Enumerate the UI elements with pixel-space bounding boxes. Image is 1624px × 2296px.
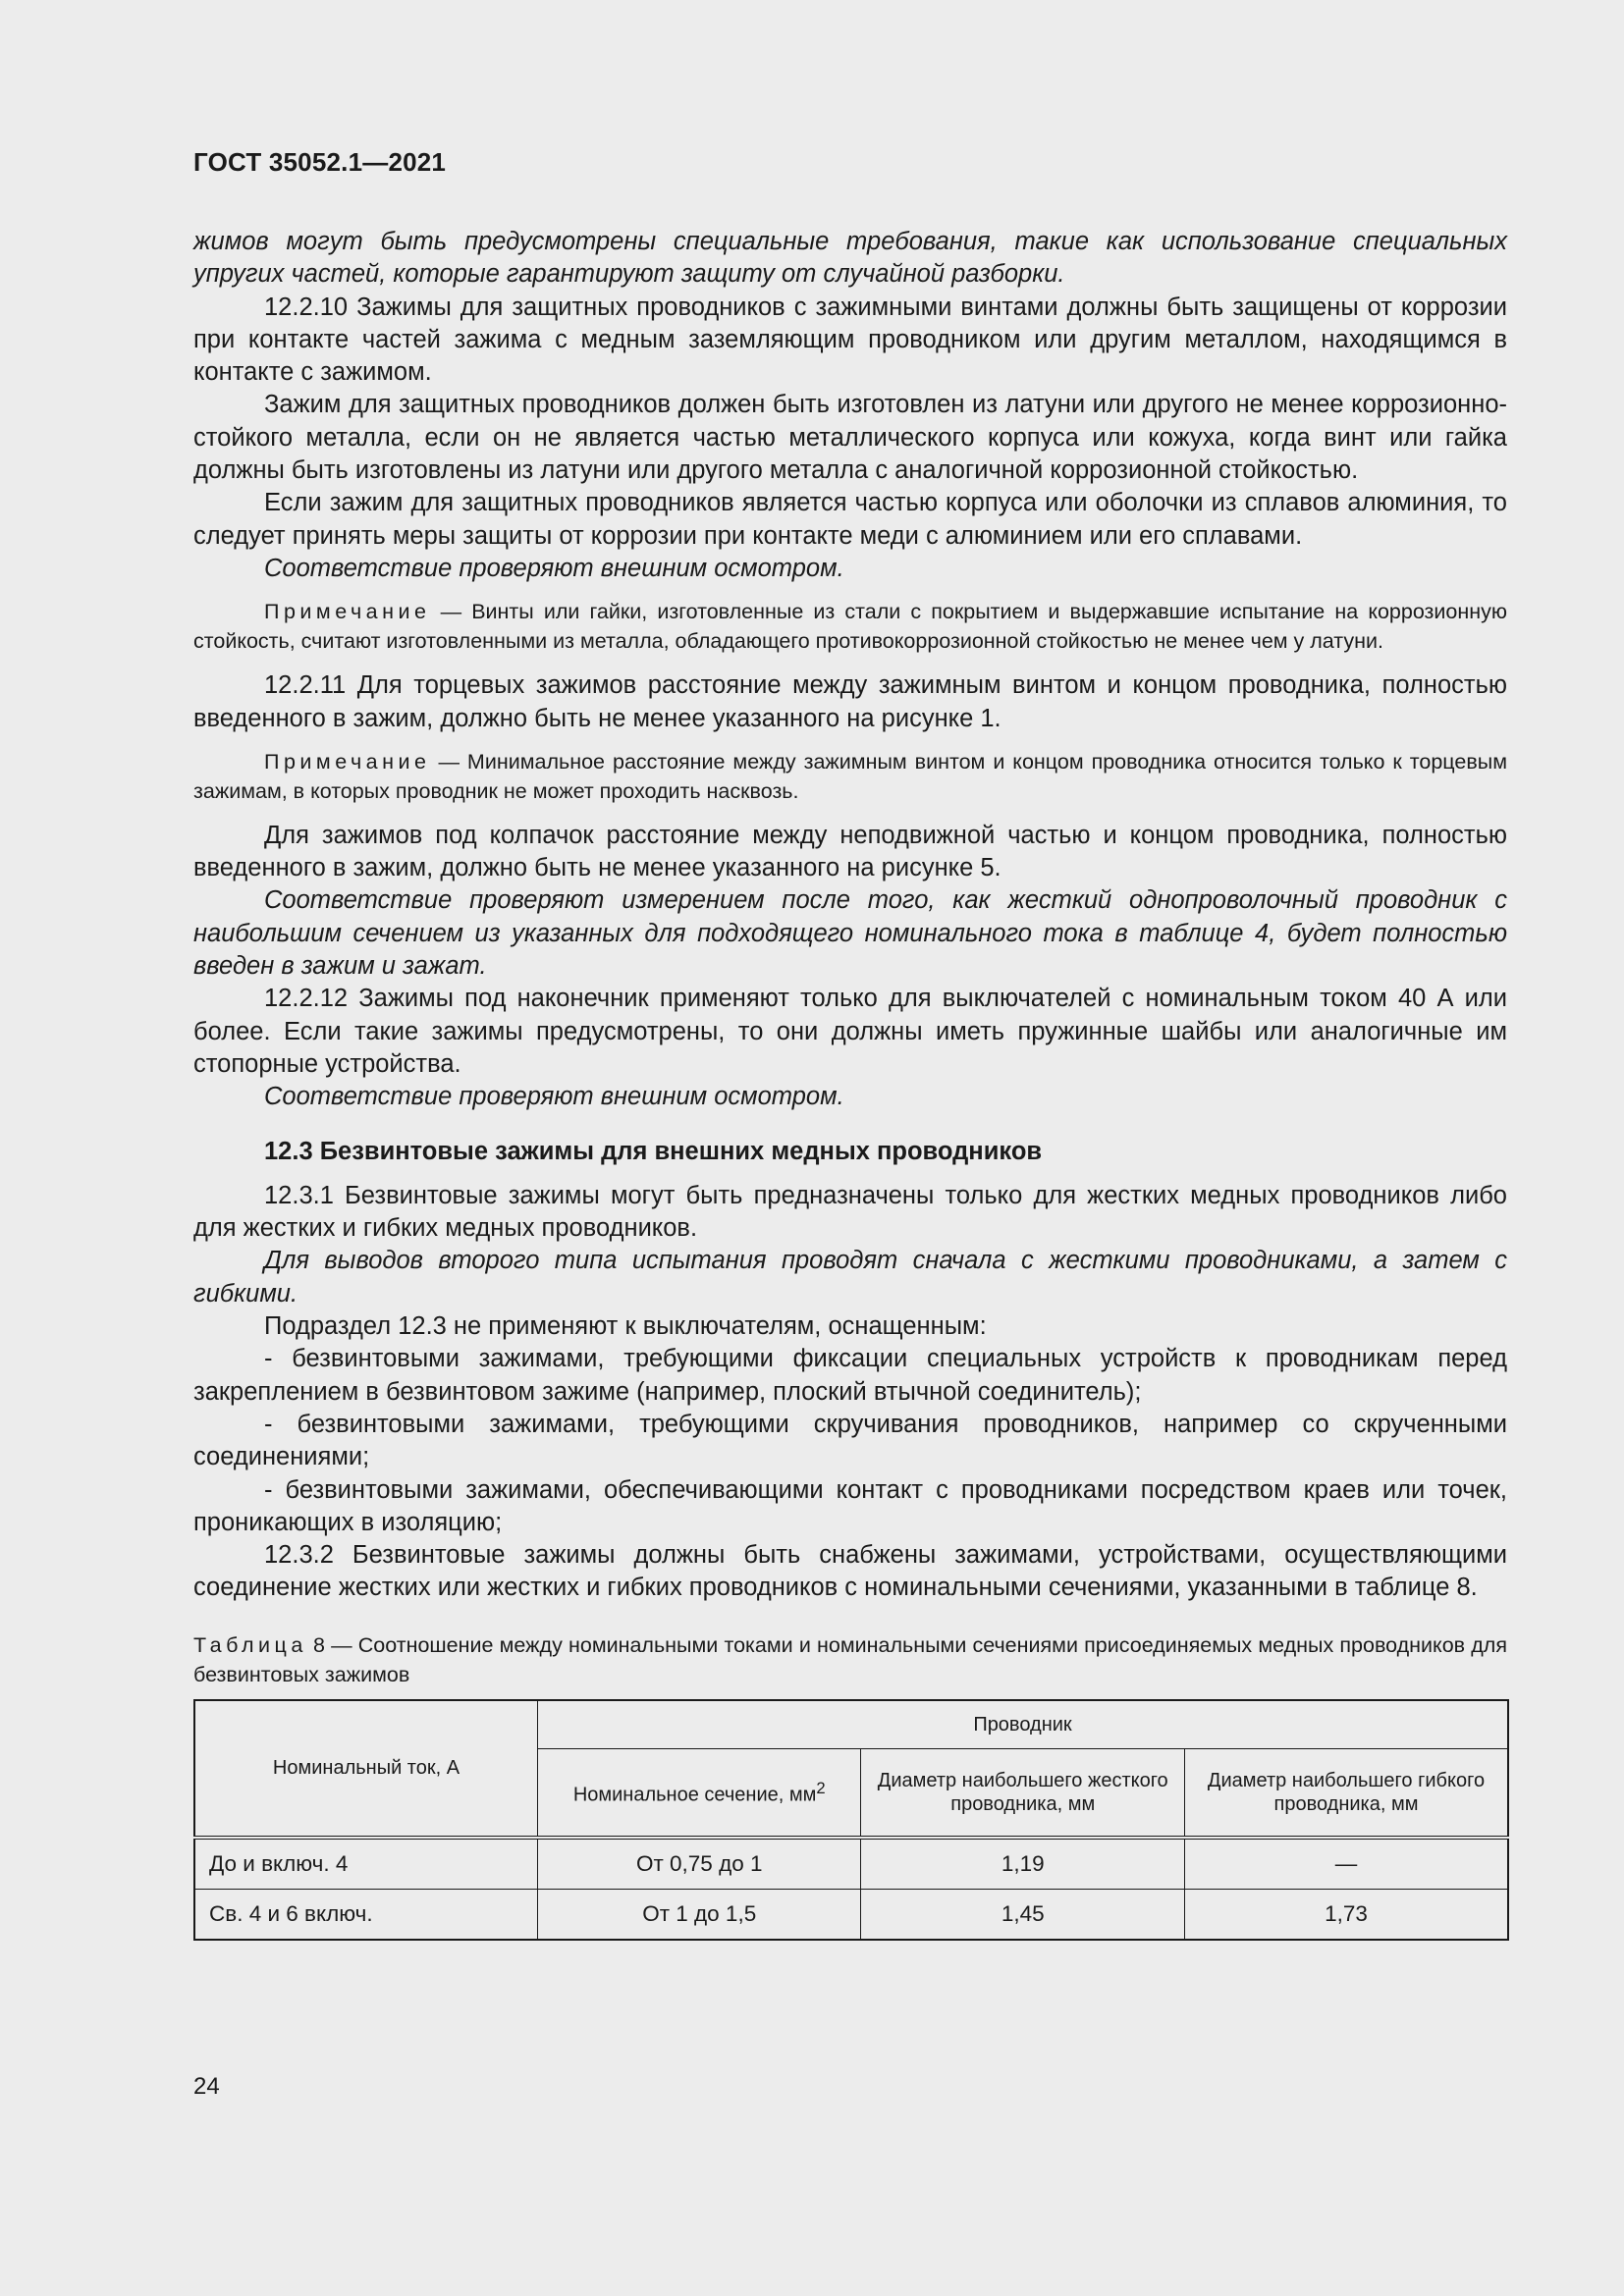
table-8 xyxy=(193,1699,1509,1941)
header-flexible-diameter: Диаметр наибольшего гибкого проводника, мм xyxy=(1184,1748,1508,1838)
cell-current: Св. 4 и 6 включ. xyxy=(194,1889,537,1940)
document-code-header: ГОСТ 35052.1—2021 xyxy=(193,147,447,177)
header-nominal-current: Номинальный ток, А xyxy=(194,1700,537,1838)
paragraph-12-2-12: 12.2.12 Зажимы под наконечник применяют только для выключателей с номинальным током 40 А или более. Если такие зажимы предусмотрены, то они должны иметь пружинные шайбы или аналогичные им стопорные устройства. xyxy=(193,985,1507,1078)
cell-rigid: 1,45 xyxy=(861,1889,1185,1940)
cell-rigid: 1,19 xyxy=(861,1838,1185,1890)
compliance-check-visual: Соответствие проверяют внешним осмотром. xyxy=(264,554,844,582)
note-steel-screws xyxy=(193,597,1507,656)
note-text: — Минимальное расстояние между зажимным винтом и концом проводника относится только к торцевым зажимам, в которых проводник не может проходить насквозь. xyxy=(193,749,1507,803)
paragraph-aluminium-corrosion: Если зажим для защитных проводников является частью корпуса или оболочки из сплавов алюминия, то следует принять меры защиты от коррозии при контакте меди с алюминием или его сплавами. xyxy=(193,489,1507,550)
list-item: - безвинтовыми зажимами, требующими фиксации специальных устройств к проводникам перед закреплением в безвинтовом зажиме (например, плоский втычной соединитель); xyxy=(193,1345,1507,1406)
paragraph-continuation: жимов могут быть предусмотрены специальные требования, такие как использование специальных упругих частей, которые гарантируют защиту от случайной разборки. xyxy=(193,228,1507,289)
paragraph-12-2-10: 12.2.10 Зажимы для защитных проводников с зажимными винтами должны быть защищены от коррозии при контакте частей зажима с медным заземляющим проводником или другим металлом, находящимся в контакте с зажимом. xyxy=(193,293,1507,387)
table-caption-text: 8 — Соотношение между номинальными токами и номинальными сечениями присоединяемых медных проводников для безвинтовых зажимов xyxy=(193,1632,1507,1686)
list-item: - безвинтовыми зажимами, требующими скручивания проводников, например со скрученными соединениями; xyxy=(193,1410,1507,1471)
header-rigid-diameter: Диаметр наибольшего жесткого проводника, мм xyxy=(861,1748,1185,1838)
table-row xyxy=(194,1838,1508,1890)
note-label: Примечание xyxy=(264,749,431,774)
table-row xyxy=(194,1889,1508,1940)
paragraph-12-3-1: 12.3.1 Безвинтовые зажимы могут быть предназначены только для жестких медных проводников либо для жестких и гибких медных проводников. xyxy=(193,1181,1507,1243)
cell-flexible: 1,73 xyxy=(1184,1889,1508,1940)
header-conductor-group: Проводник xyxy=(537,1700,1508,1749)
paragraph-cap-terminals: Для зажимов под колпачок расстояние между неподвижной частью и концом проводника, полностью введенного в зажим, должно быть не менее указанного на рисунке 5. xyxy=(193,821,1507,882)
table-header-row xyxy=(194,1700,1508,1749)
compliance-check-visual-2: Соответствие проверяют внешним осмотром. xyxy=(264,1083,844,1111)
header-nominal-section xyxy=(537,1748,861,1838)
header-unit-superscript: 2 xyxy=(816,1779,826,1798)
table-caption-label: Таблица xyxy=(193,1632,307,1657)
page-content xyxy=(193,226,1507,1941)
table-caption xyxy=(193,1630,1507,1689)
cell-current: До и включ. 4 xyxy=(194,1838,537,1890)
paragraph-brass-requirement: Зажим для защитных проводников должен быть изготовлен из латуни или другого не менее коррозионно-стойкого металла, если он не является частью металлического корпуса или кожуха, когда винт или гайка должны быть изготовлены из латуни или другого металла с аналогичной коррозионной стойкостью. xyxy=(193,391,1507,485)
paragraph-exclusions-intro: Подраздел 12.3 не применяют к выключателям, оснащенным: xyxy=(264,1312,987,1341)
header-nominal-section-text: Номинальное сечение, мм xyxy=(572,1785,817,1807)
paragraph-second-type-terminals: Для выводов второго типа испытания проводят сначала с жесткими проводниками, а затем с гибкими. xyxy=(193,1247,1507,1308)
cell-section: От 1 до 1,5 xyxy=(537,1889,861,1940)
list-item: - безвинтовыми зажимами, обеспечивающими контакт с проводниками посредством краев или точек, проникающих в изоляцию; xyxy=(193,1475,1507,1536)
compliance-check-measurement: Соответствие проверяют измерением после того, как жесткий однопроволочный проводник с наибольшим сечением из указанных для подходящего номинального тока в таблице 4, будет полностью введен в зажим и зажат. xyxy=(193,886,1507,981)
note-minimum-distance xyxy=(193,747,1507,806)
section-heading-12-3: 12.3 Безвинтовые зажимы для внешних медных проводников xyxy=(264,1137,1043,1165)
note-label: Примечание xyxy=(264,600,431,624)
note-text: — Винты или гайки, изготовленные из стали с покрытием и выдержавшие испытание на коррозионную стойкость, считают изготовленными из металла, обладающего противокоррозионной стойкостью не менее чем у латуни. xyxy=(193,600,1507,654)
cell-flexible: — xyxy=(1184,1838,1508,1890)
paragraph-12-2-11: 12.2.11 Для торцевых зажимов расстояние между зажимным винтом и концом проводника, полностью введенного в зажим, должно быть не менее указанного на рисунке 1. xyxy=(193,671,1507,732)
cell-section: От 0,75 до 1 xyxy=(537,1838,861,1890)
page-number: 24 xyxy=(193,2073,220,2100)
paragraph-12-3-2: 12.3.2 Безвинтовые зажимы должны быть снабжены зажимами, устройствами, осуществляющими соединение жестких или жестких и гибких проводников с номинальными сечениями, указанными в таблице 8. xyxy=(193,1541,1507,1602)
